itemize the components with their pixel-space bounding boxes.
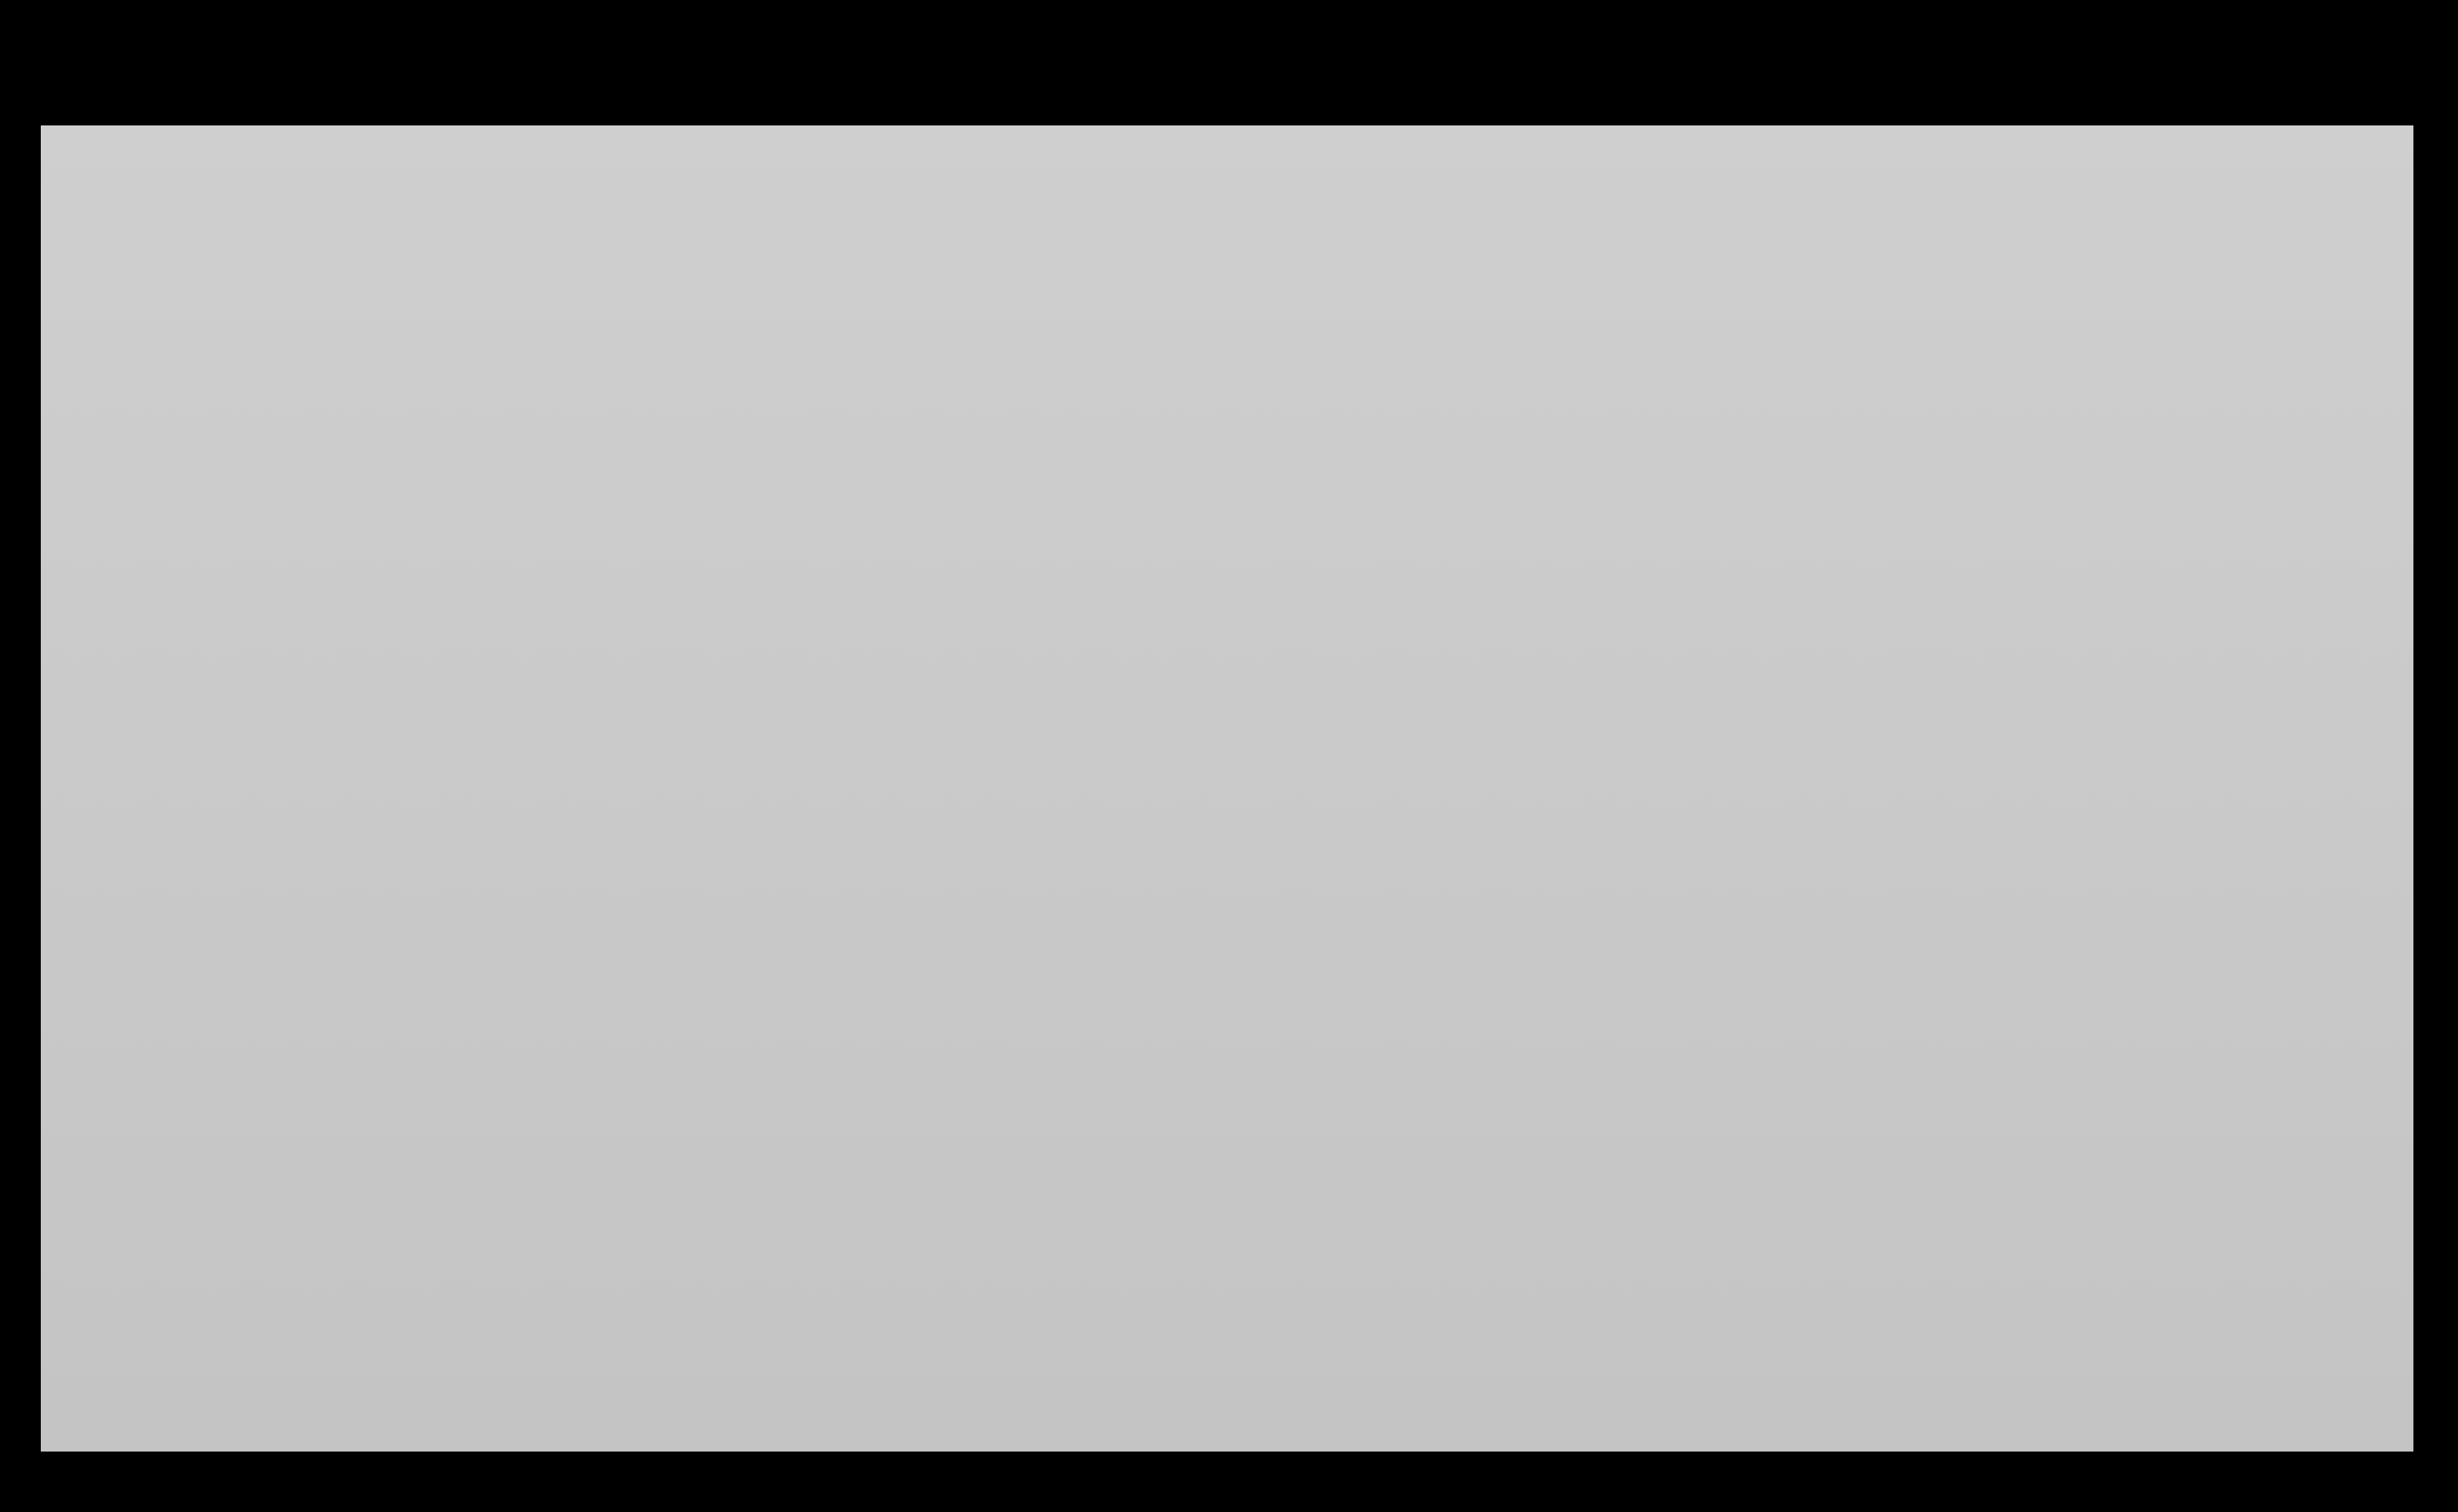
census-card-sheet	[41, 125, 2413, 1452]
